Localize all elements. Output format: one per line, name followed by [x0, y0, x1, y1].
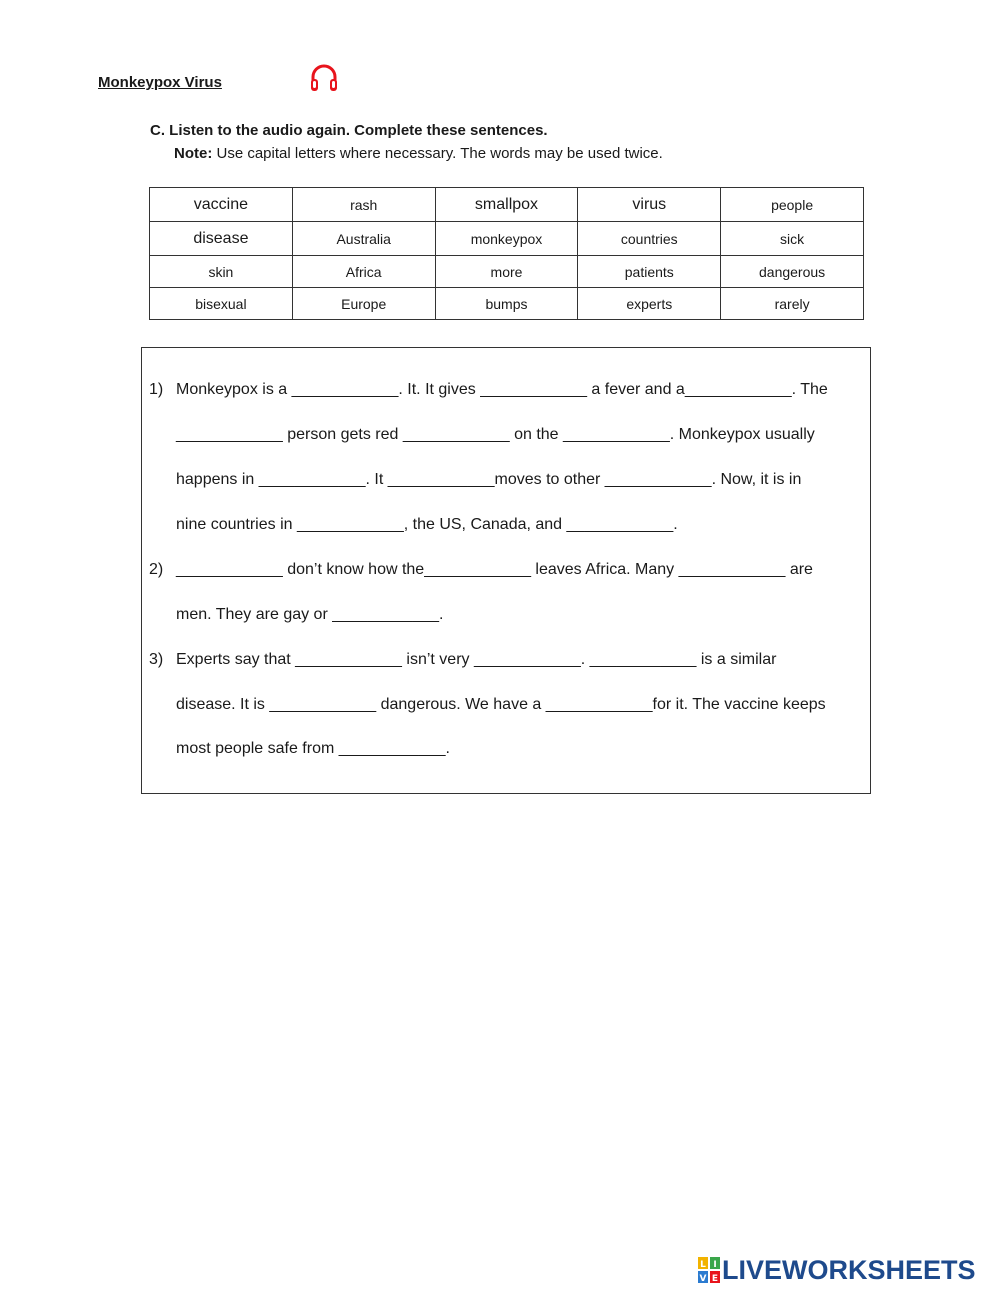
word-cell: skin [150, 256, 293, 288]
instruction-note [174, 145, 663, 162]
word-cell: countries [578, 222, 721, 256]
word-cell: monkeypox [435, 222, 578, 256]
logo-letter: V [699, 1274, 707, 1283]
word-cell: virus [578, 188, 721, 222]
note-text: Use capital letters where necessary. The words may be used twice. [212, 145, 663, 162]
sentence-line: ____________ person gets red ____________ on the ____________. Monkeypox usually [176, 426, 815, 443]
liveworksheets-logo-icon [698, 1257, 720, 1283]
word-cell: bumps [435, 288, 578, 320]
sentence-line: happens in ____________. It ____________moves to other ____________. Now, it is in [176, 471, 802, 488]
sentence-line: disease. It is ____________ dangerous. We have a ____________for it. The vaccine keeps [176, 696, 826, 713]
sentence-line: Monkeypox is a ____________. It. It gives ____________ a fever and a____________. The [176, 381, 828, 398]
question-number: 1) [149, 381, 164, 398]
word-cell: rash [292, 188, 435, 222]
word-cell: rarely [721, 288, 864, 320]
word-cell: people [721, 188, 864, 222]
sentence-line: most people safe from ____________. [176, 740, 450, 757]
word-cell: Africa [292, 256, 435, 288]
word-cell: Australia [292, 222, 435, 256]
sentence-line: nine countries in ____________, the US, Canada, and ____________. [176, 516, 678, 533]
word-cell: more [435, 256, 578, 288]
table-row [150, 188, 864, 222]
question-number: 2) [149, 561, 164, 578]
note-label: Note: [174, 145, 213, 162]
logo-letter: L [700, 1260, 706, 1270]
word-cell: disease [150, 222, 293, 256]
word-cell: bisexual [150, 288, 293, 320]
word-cell: dangerous [721, 256, 864, 288]
brand-name: LIVEWORKSHEETS [722, 1255, 976, 1285]
word-cell: experts [578, 288, 721, 320]
question-number: 3) [149, 651, 164, 668]
sentence-line: Experts say that ____________ isn’t very ____________. ____________ is a similar [176, 651, 777, 668]
word-cell: Europe [292, 288, 435, 320]
word-cell: vaccine [150, 188, 293, 222]
sentence-line: men. They are gay or ____________. [176, 606, 444, 623]
word-cell: sick [721, 222, 864, 256]
liveworksheets-brand[interactable] [698, 1256, 976, 1284]
logo-letter: I [713, 1260, 717, 1270]
instruction-heading: C. Listen to the audio again. Complete these sentences. [150, 122, 548, 139]
sentence-line: ____________ don’t know how the____________ leaves Africa. Many ____________ are [176, 561, 813, 578]
logo-letter: E [711, 1274, 719, 1283]
table-row [150, 288, 864, 320]
word-cell: smallpox [435, 188, 578, 222]
table-row [150, 222, 864, 256]
table-row [150, 256, 864, 288]
word-cell: patients [578, 256, 721, 288]
word-bank-table [149, 187, 864, 320]
worksheet-title: Monkeypox Virus [98, 74, 222, 91]
headphones-icon[interactable] [308, 62, 340, 94]
